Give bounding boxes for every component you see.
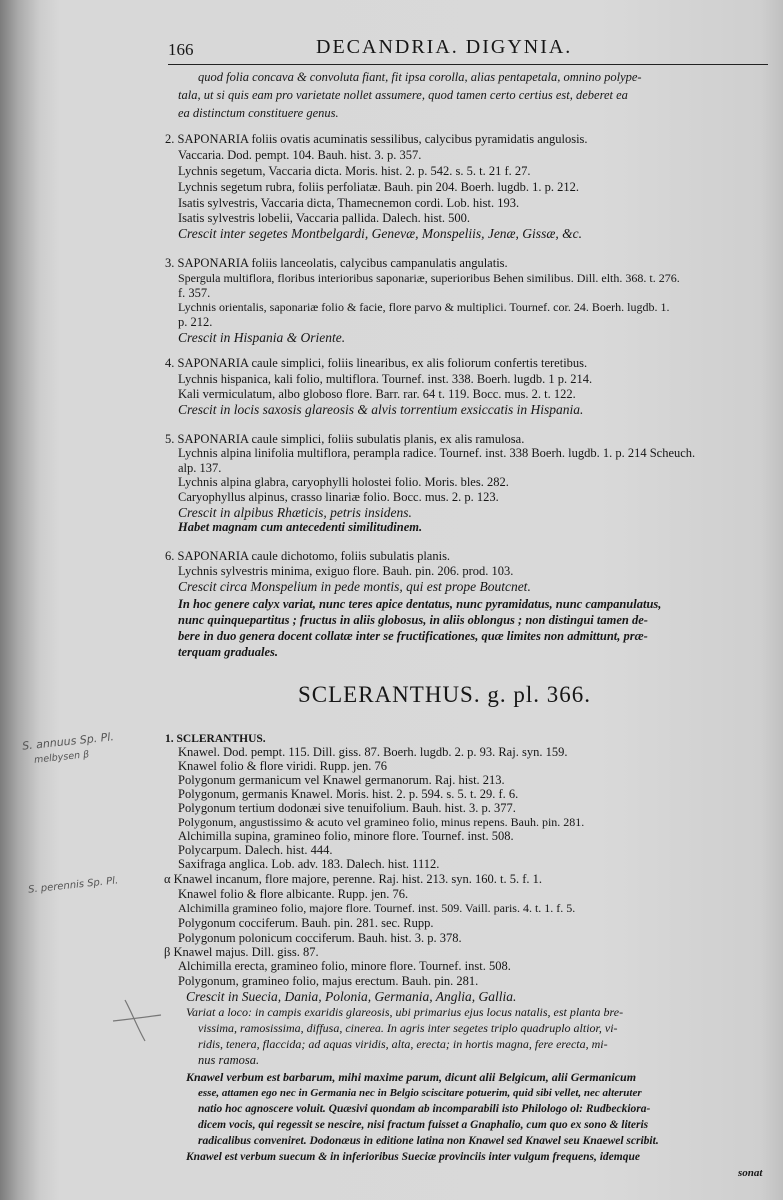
margin-handwritten-note: S. annuus Sp. Pl.: [21, 730, 115, 753]
margin-cross-mark: [105, 995, 165, 1045]
note-line: Variat a loco: in campis exaridis glareosis, ubi primarius ejus locus natalis, est planta bre-: [186, 1005, 624, 1019]
synonym-line: Knawel. Dod. pempt. 115. Dill. giss. 87. Boerh. lugdb. 2. p. 93. Raj. syn. 159.: [178, 745, 568, 759]
synonym-line: Lychnis hispanica, kali folio, multiflora. Tournef. inst. 338. Boerh. lugdb. 1 p. 214.: [178, 372, 593, 386]
habitat-line: Crescit inter segetes Montbelgardi, Genevæ, Monspeliis, Jenæ, Gissæ, &c.: [178, 226, 582, 241]
species-heading: 2. SAPONARIA foliis ovatis acuminatis sessilibus, calycibus pyramidatis angulosis.: [165, 132, 588, 146]
synonym-line: Alchimilla erecta, gramineo folio, minore flore. Tournef. inst. 508.: [178, 959, 511, 973]
note-line: In hoc genere calyx variat, nunc teres apice dentatus, nunc pyramidatus, nunc campanulatus,: [178, 597, 662, 611]
habitat-line: Crescit in alpibus Rhæticis, petris insidens.: [178, 505, 412, 520]
note-line: nus ramosa.: [198, 1053, 260, 1067]
genus-heading: SCLERANTHUS. g. pl. 366.: [298, 682, 591, 707]
synonym-line: Polygonum tertium dodonæi sive tenuifolium. Bauh. hist. 3. p. 377.: [178, 801, 516, 815]
synonym-line: Knawel folio & flore viridi. Rupp. jen. 76: [178, 759, 387, 773]
note-line: Habet magnam cum antecedenti similitudinem.: [178, 520, 423, 534]
species-heading: 6. SAPONARIA caule dichotomo, foliis subulatis planis.: [165, 549, 451, 563]
species-heading: 5. SAPONARIA caule simplici, foliis subulatis planis, ex alis ramulosa.: [165, 432, 525, 446]
synonym-line: p. 212.: [178, 315, 213, 329]
variety-line: α Knawel incanum, flore majore, perenne. Raj. hist. 213. syn. 160. t. 5. f. 1.: [164, 872, 542, 886]
synonym-line: Saxifraga anglica. Lob. adv. 183. Dalech. hist. 1112.: [178, 857, 440, 871]
synonym-line: Isatis sylvestris, Vaccaria dicta, Thamecnemon cordi. Lob. hist. 193.: [178, 196, 520, 210]
note-line: esse, attamen ego nec in Germania nec in Belgio sciscitare potuerim, quid sibi vellet, nec alteruter: [198, 1087, 642, 1099]
note-line: Knawel verbum est barbarum, mihi maxime parum, dicunt alii Belgicum, alii Germanicum: [186, 1070, 637, 1084]
synonym-line: Lychnis alpina glabra, caryophylli holostei folio. Moris. bles. 282.: [178, 475, 509, 489]
note-line: radicalibus conveniret. Dodonæus in editione latina non Knawel sed Knawel seu Knaewel scribit.: [198, 1135, 659, 1147]
synonym-line: Alchimilla gramineo folio, majore flore. Tournef. inst. 509. Vaill. paris. 4. t. 1. f. 5.: [178, 901, 576, 915]
page-header: [168, 36, 768, 65]
note-line: dicem vocis, qui regessit se nescire, nisi fractum fuisset a Gnaphalio, cum quo ex sono & literis: [198, 1119, 649, 1131]
synonym-line: Polygonum polonicum cocciferum. Bauh. hist. 3. p. 378.: [178, 931, 462, 945]
page-number: 166: [168, 40, 194, 59]
synonym-line: Polygonum, gramineo folio, majus erectum. Bauh. pin. 281.: [178, 974, 479, 988]
synonym-line: Lychnis segetum rubra, foliis perfoliatæ. Bauh. pin 204. Boerh. lugdb. 1. p. 212.: [178, 180, 579, 194]
synonym-line: Lychnis orientalis, saponariæ folio & facie, flore parvo & multiplici. Tournef. cor. 24. Boerh. lugdb. 1.: [178, 300, 670, 314]
note-line: Knawel est verbum suecum & in inferioribus Sueciæ provinciis inter vulgum frequens, idemque: [186, 1151, 640, 1163]
note-line: terquam graduales.: [178, 645, 279, 659]
intro-line: tala, ut si quis eam pro varietate nollet assumere, quod tamen certo certius est, deberet ea: [178, 88, 628, 102]
synonym-line: Lychnis sylvestris minima, exiguo flore. Bauh. pin. 206. prod. 103.: [178, 564, 514, 578]
habitat-line: Crescit in locis saxosis glareosis & alvis torrentium exsiccatis in Hispania.: [178, 402, 584, 417]
note-line: ridis, tenera, flaccida; ad aquas viridis, alta, erecta; in hortis magna, fere erecta, mi-: [198, 1037, 608, 1051]
habitat-line: Crescit in Hispania & Oriente.: [178, 330, 346, 345]
margin-handwritten-note: melbysen β: [33, 749, 90, 766]
intro-line: ea distinctum constituere genus.: [178, 106, 339, 120]
note-line: natio hoc agnoscere voluit. Quæsivi quondam ab incomparabili isto Philologo ol: Rudbeckiora-: [198, 1103, 651, 1115]
note-line: sonat: [738, 1167, 763, 1179]
species-heading: 1. SCLERANTHUS.: [165, 733, 266, 745]
page-title: DECANDRIA. DIGYNIA.: [316, 36, 573, 58]
intro-line: quod folia concava & convoluta fiant, fit ipsa corolla, alias pentapetala, omnino polype-: [198, 70, 642, 84]
margin-handwritten-note: S. perennis Sp. Pl.: [27, 875, 119, 896]
synonym-line: Lychnis alpina linifolia multiflora, perampla radice. Tournef. inst. 338 Boerh. lugdb. 1. p. 214 Scheuch.: [178, 446, 696, 460]
note-line: nunc quinquepartitus ; fructus in aliis globosus, in aliis oblongus ; non distingui tamen de-: [178, 613, 648, 627]
note-line: bere in duo genera docent collatæ inter se fructificationes, quæ limites non admittunt, præ-: [178, 629, 648, 643]
synonym-line: Isatis sylvestris lobelii, Vaccaria pallida. Dalech. hist. 500.: [178, 211, 471, 225]
synonym-line: Polygonum, angustissimo & acuto vel gramineo folio, minus repens. Bauh. pin. 281.: [178, 815, 585, 829]
synonym-line: alp. 137.: [178, 461, 222, 475]
synonym-line: Kali vermiculatum, albo globoso flore. Barr. rar. 64 t. 119. Bocc. mus. 2. t. 122.: [178, 387, 576, 401]
species-heading: 3. SAPONARIA foliis lanceolatis, calycibus campanulatis angulatis.: [165, 256, 508, 270]
synonym-line: Polygonum cocciferum. Bauh. pin. 281. sec. Rupp.: [178, 916, 434, 930]
synonym-line: f. 357.: [178, 286, 211, 300]
synonym-line: Spergula multiflora, floribus interioribus saponariæ, superioribus Behen similibus. Dill. elth. 368. t. 276.: [178, 271, 680, 285]
synonym-line: Caryophyllus alpinus, crasso linariæ folio. Bocc. mus. 2. p. 123.: [178, 490, 499, 504]
synonym-line: Lychnis segetum, Vaccaria dicta. Moris. hist. 2. p. 542. s. 5. t. 21 f. 27.: [178, 164, 531, 178]
synonym-line: Polygonum germanicum vel Knawel germanorum. Raj. hist. 213.: [178, 773, 505, 787]
synonym-line: Vaccaria. Dod. pempt. 104. Bauh. hist. 3. p. 357.: [178, 148, 422, 162]
habitat-line: Crescit circa Monspelium in pede montis, qui est prope Boutcnet.: [178, 579, 531, 594]
habitat-line: Crescit in Suecia, Dania, Polonia, Germania, Anglia, Gallia.: [186, 989, 517, 1004]
variety-line: β Knawel majus. Dill. giss. 87.: [164, 945, 319, 959]
synonym-line: Alchimilla supina, gramineo folio, minore flore. Tournef. inst. 508.: [178, 829, 514, 843]
synonym-line: Knawel folio & flore albicante. Rupp. jen. 76.: [178, 887, 409, 901]
synonym-line: Polycarpum. Dalech. hist. 444.: [178, 843, 333, 857]
note-line: vissima, ramosissima, diffusa, cinerea. In agris inter segetes triplo quadruplo altior, vi-: [198, 1021, 618, 1035]
synonym-line: Polygonum, germanis Knawel. Moris. hist. 2. p. 594. s. 5. t. 29. f. 6.: [178, 787, 519, 801]
species-heading: 4. SAPONARIA caule simplici, foliis linearibus, ex alis foliorum confertis teretibus.: [165, 356, 588, 370]
